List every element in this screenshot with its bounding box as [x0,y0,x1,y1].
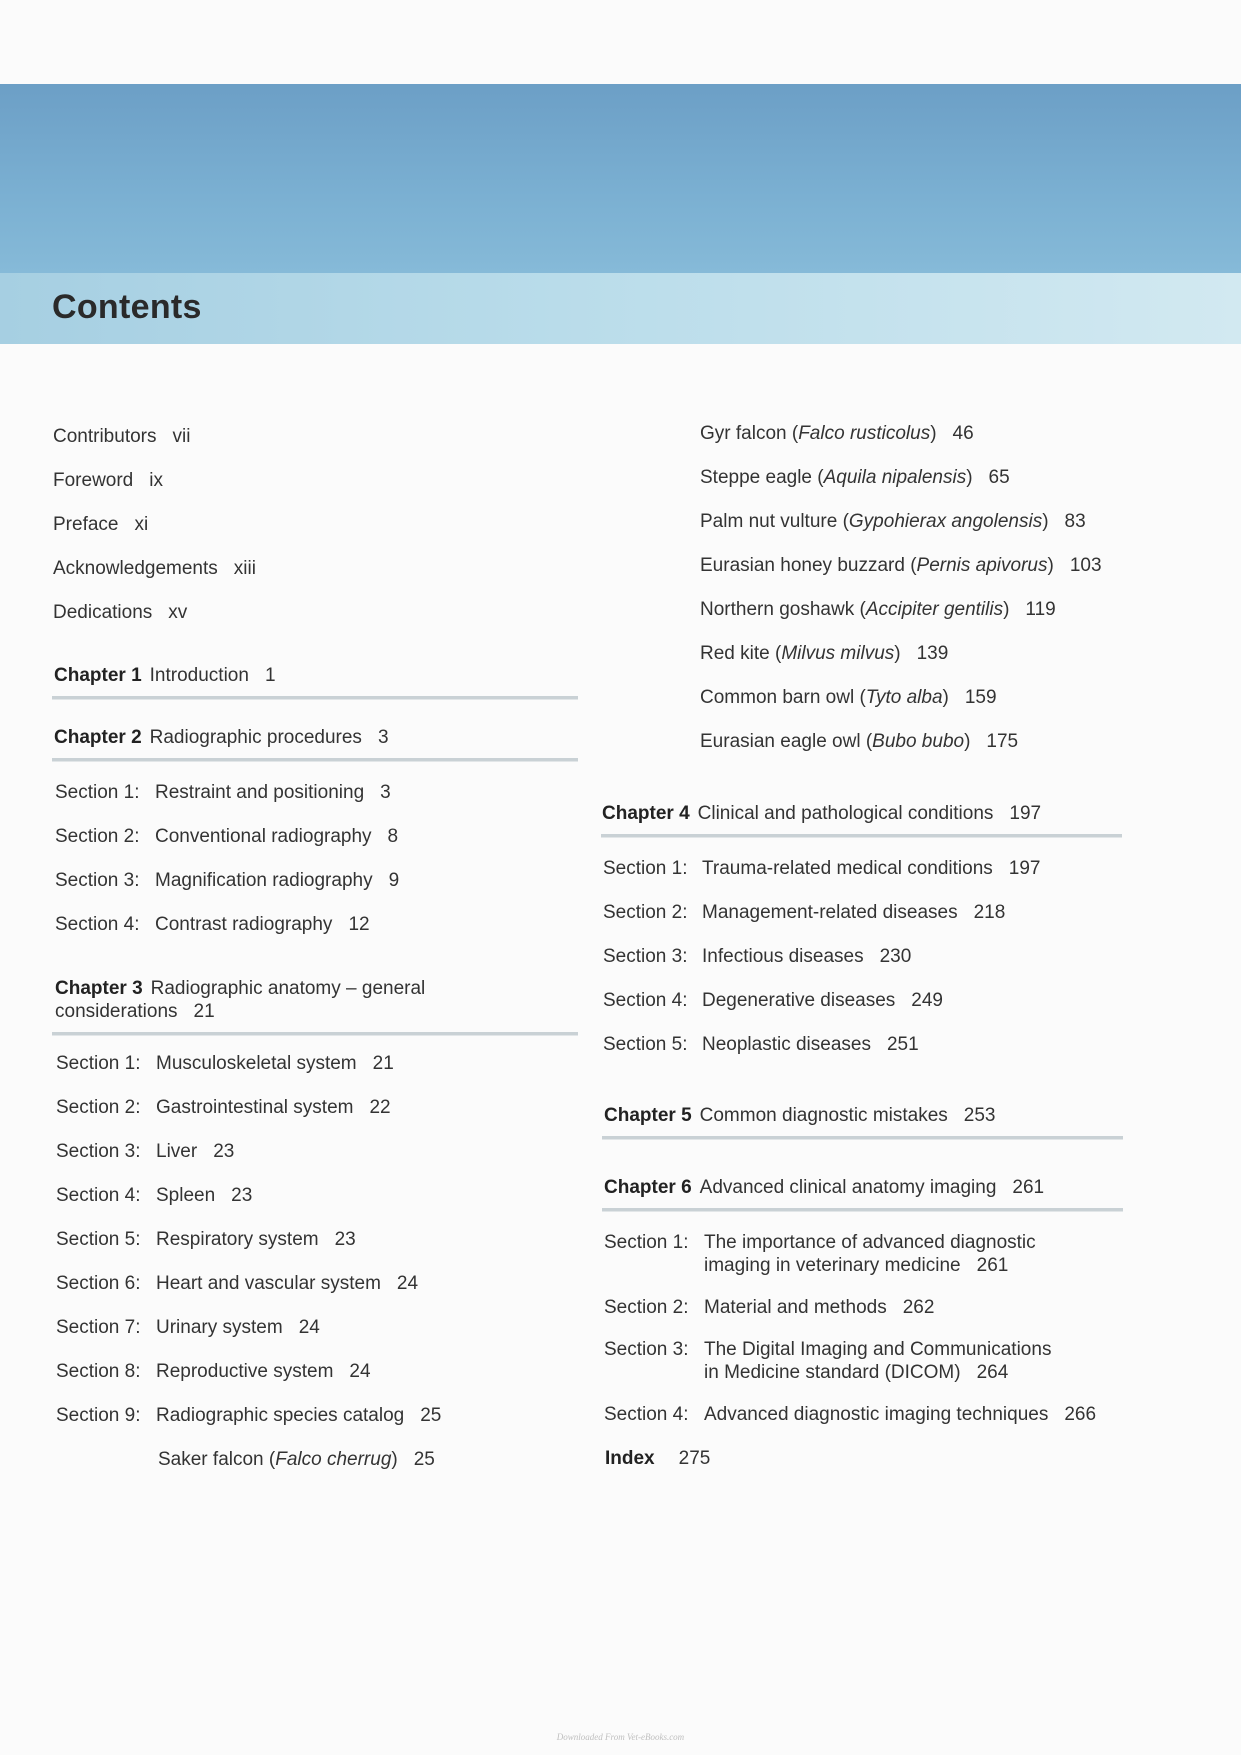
page-number: 103 [1069,555,1102,576]
toc-index[interactable] [605,1447,710,1470]
page-number: 230 [879,946,912,967]
section-title-wrap [155,913,370,936]
toc-species-entry[interactable]: Eurasian honey buzzard (Pernis apivorus) 103 [700,555,1102,576]
page-number: 264 [976,1362,1009,1383]
divider [52,758,578,762]
section-title-wrap [702,945,911,968]
species-latin-name: Milvus milvus [781,643,895,664]
page-number: 1 [264,665,276,686]
section-title: Advanced diagnostic imaging techniques [704,1404,1049,1425]
page-number: 251 [886,1034,919,1055]
section-title: Management-related diseases [702,902,958,923]
chapter-label: Chapter 2 [54,727,142,748]
page-number: 249 [911,990,943,1011]
section-label: Section 1: [604,1232,689,1253]
section-title: Gastrointestinal system [156,1097,354,1118]
header-band [0,84,1241,273]
species-latin-name: Bubo bubo [872,731,965,752]
page-number: 275 [678,1448,711,1469]
chapter-title: Radiographic procedures [149,727,362,748]
page-number: xv [168,602,188,623]
page-number: 83 [1064,511,1086,532]
toc-entry-foreword[interactable] [53,469,163,492]
species-common-name: Eurasian honey buzzard [700,555,905,576]
toc-species-entry[interactable]: Common barn owl (Tyto alba) 159 [700,687,997,708]
page-number: 262 [902,1297,935,1318]
page-number: 12 [348,914,370,935]
page-number: 8 [387,826,399,847]
toc-section[interactable] [604,1231,1124,1277]
entry-title: Dedications [53,602,153,623]
section-title: Restraint and positioning [155,782,365,803]
section-title: Radiographic species catalog [156,1405,405,1426]
section-label: Section 4: [604,1404,689,1425]
section-title: Magnification radiography [155,870,373,891]
page-number: 159 [964,687,997,708]
page-number: 253 [963,1105,996,1126]
section-label: Section 5: [56,1229,141,1250]
species-common-name: Palm nut vulture [700,511,838,532]
section-label: Section 8: [56,1361,141,1382]
page-number: 261 [1012,1177,1045,1198]
index-label: Index [605,1448,655,1469]
species-latin-name: Falco rusticolus [798,423,931,444]
page-number: 23 [231,1185,253,1206]
section-title: Material and methods [704,1297,887,1318]
section-title-wrap [156,1096,391,1119]
entry-title: Contributors [53,426,157,447]
section-label: Section 3: [604,1339,689,1360]
page-number: vii [172,426,191,447]
section-title-wrap [155,781,391,804]
section-label: Section 3: [56,1141,141,1162]
toc-entry-acknowledgements[interactable] [53,557,256,580]
toc-entry-contributors[interactable] [53,425,190,448]
section-title: Urinary system [156,1317,283,1338]
chapter-title: Clinical and pathological conditions [697,803,994,824]
species-latin-name: Aquila nipalensis [823,467,967,488]
section-label: Section 1: [603,858,688,879]
section-label: Section 2: [603,902,688,923]
page-title: Contents [52,288,202,326]
chapter-label: Chapter 3 [55,978,143,999]
page-number: 261 [976,1255,1009,1276]
page-number: 25 [420,1405,442,1426]
toc-entry-dedications[interactable] [53,601,187,624]
toc-species-entry[interactable]: Gyr falcon (Falco rusticolus) 46 [700,423,974,444]
section-title: Contrast radiography [155,914,333,935]
page-number: 24 [298,1317,320,1338]
chapter-title-line2: considerations [55,1001,178,1022]
toc-species-entry[interactable]: Northern goshawk (Accipiter gentilis) 119 [700,599,1056,620]
section-title-wrap [156,1184,252,1207]
section-title-wrap [156,1360,371,1383]
species-latin-name: Gypohierax angolensis [848,511,1043,532]
section-title-line1: The importance of advanced diagnostic [704,1232,1036,1253]
section-label: Section 4: [603,990,688,1011]
species-latin-name: Accipiter gentilis [865,599,1004,620]
toc-chapter-3[interactable] [55,977,425,1023]
divider [602,1136,1123,1140]
page-number: xi [134,514,149,535]
species-latin-name: Pernis apivorus [916,555,1048,576]
section-title: Degenerative diseases [702,990,896,1011]
chapter-title: Advanced clinical anatomy imaging [699,1177,997,1198]
section-title-wrap [156,1272,418,1295]
page-number: xiii [233,558,256,579]
section-title-wrap [156,1404,441,1427]
page-number: 197 [1008,858,1041,879]
section-title-wrap [704,1338,1051,1384]
divider [602,1208,1123,1212]
entry-title: Acknowledgements [53,558,218,579]
section-title: Reproductive system [156,1361,334,1382]
section-title: Spleen [156,1185,216,1206]
species-common-name: Steppe eagle [700,467,812,488]
section-title-wrap [704,1231,1036,1277]
toc-chapter-6[interactable] [604,1176,1044,1199]
toc-entry-preface[interactable] [53,513,148,536]
chapter-title-line1: Radiographic anatomy – general [150,978,426,999]
section-label: Section 7: [56,1317,141,1338]
section-title-wrap [155,869,399,892]
section-title-wrap [156,1228,356,1251]
section-label: Section 5: [603,1034,688,1055]
chapter-label: Chapter 1 [54,665,142,686]
toc-species-entry[interactable]: Saker falcon (Falco cherrug) 25 [158,1449,435,1470]
section-title-line2: imaging in veterinary medicine [704,1255,961,1276]
page-number: 25 [413,1449,435,1470]
toc-species-entry[interactable]: Steppe eagle (Aquila nipalensis) 65 [700,467,1010,488]
footer-watermark: Downloaded From Vet-eBooks.com [556,1732,685,1742]
divider [52,696,578,700]
section-title: Respiratory system [156,1229,319,1250]
section-title-wrap [702,857,1040,880]
page-number: 23 [213,1141,235,1162]
species-latin-name: Tyto alba [865,687,943,708]
species-common-name: Northern goshawk [700,599,855,620]
species-common-name: Red kite [700,643,770,664]
section-title-wrap [702,901,1005,924]
section-title: Conventional radiography [155,826,372,847]
toc-section[interactable] [604,1338,1124,1384]
page-number: 23 [334,1229,356,1250]
section-title: Infectious diseases [702,946,864,967]
section-label: Section 2: [55,826,140,847]
divider [52,1032,578,1036]
section-title: Liver [156,1141,198,1162]
section-title: Heart and vascular system [156,1273,381,1294]
section-title-wrap [704,1403,1096,1426]
page-number: 218 [973,902,1006,923]
species-common-name: Gyr falcon [700,423,787,444]
species-latin-name: Falco cherrug [275,1449,392,1470]
section-label: Section 3: [603,946,688,967]
toc-chapter-5[interactable] [604,1104,996,1127]
chapter-title: Introduction [149,665,249,686]
page-number: 21 [372,1053,394,1074]
section-label: Section 9: [56,1405,141,1426]
page-number: 21 [193,1001,215,1022]
page-number: 46 [952,423,974,444]
page-number: 3 [377,727,389,748]
section-title: Neoplastic diseases [702,1034,871,1055]
page-number: 175 [986,731,1019,752]
page-number: 197 [1009,803,1042,824]
section-label: Section 2: [56,1097,141,1118]
section-title-line1: The Digital Imaging and Communications [704,1339,1052,1360]
entry-title: Preface [53,514,119,535]
section-title-wrap [156,1140,234,1163]
page-number: 3 [380,782,391,803]
page-number: 65 [988,467,1010,488]
chapter-title: Common diagnostic mistakes [699,1105,948,1126]
section-title-wrap [704,1296,934,1319]
page-number: 24 [349,1361,371,1382]
section-label: Section 4: [56,1185,141,1206]
toc-species-entry[interactable]: Palm nut vulture (Gypohierax angolensis) 83 [700,511,1086,532]
chapter-label: Chapter 5 [604,1105,692,1126]
toc-chapter-1[interactable] [54,664,276,687]
page-number: 139 [916,643,949,664]
chapter-label: Chapter 6 [604,1177,692,1198]
section-label: Section 6: [56,1273,141,1294]
toc-species-entry[interactable]: Eurasian eagle owl (Bubo bubo) 175 [700,731,1019,752]
section-title-line2: in Medicine standard (DICOM) [704,1362,961,1383]
section-title-wrap [702,1033,919,1056]
page-number: 266 [1064,1404,1097,1425]
species-common-name: Saker falcon [158,1449,264,1470]
section-label: Section 3: [55,870,140,891]
section-label: Section 1: [56,1053,141,1074]
section-title-wrap [702,989,943,1012]
toc-species-entry[interactable]: Red kite (Milvus milvus) 139 [700,643,949,664]
page-number: 9 [388,870,400,891]
page-number: ix [149,470,163,491]
section-title: Trauma-related medical conditions [702,858,993,879]
species-common-name: Common barn owl [700,687,855,708]
species-common-name: Eurasian eagle owl [700,731,861,752]
page-number: 119 [1025,599,1056,620]
section-title-wrap [156,1052,394,1075]
section-label: Section 2: [604,1297,689,1318]
section-title-wrap [156,1316,320,1339]
page-number: 22 [369,1097,391,1118]
page-number: 24 [396,1273,419,1294]
section-title-wrap [155,825,398,848]
section-label: Section 4: [55,914,140,935]
toc-chapter-2[interactable] [54,726,389,749]
divider [601,834,1122,838]
entry-title: Foreword [53,470,134,491]
toc-chapter-4[interactable] [602,802,1041,825]
section-title: Musculoskeletal system [156,1053,357,1074]
section-label: Section 1: [55,782,140,803]
chapter-label: Chapter 4 [602,803,690,824]
